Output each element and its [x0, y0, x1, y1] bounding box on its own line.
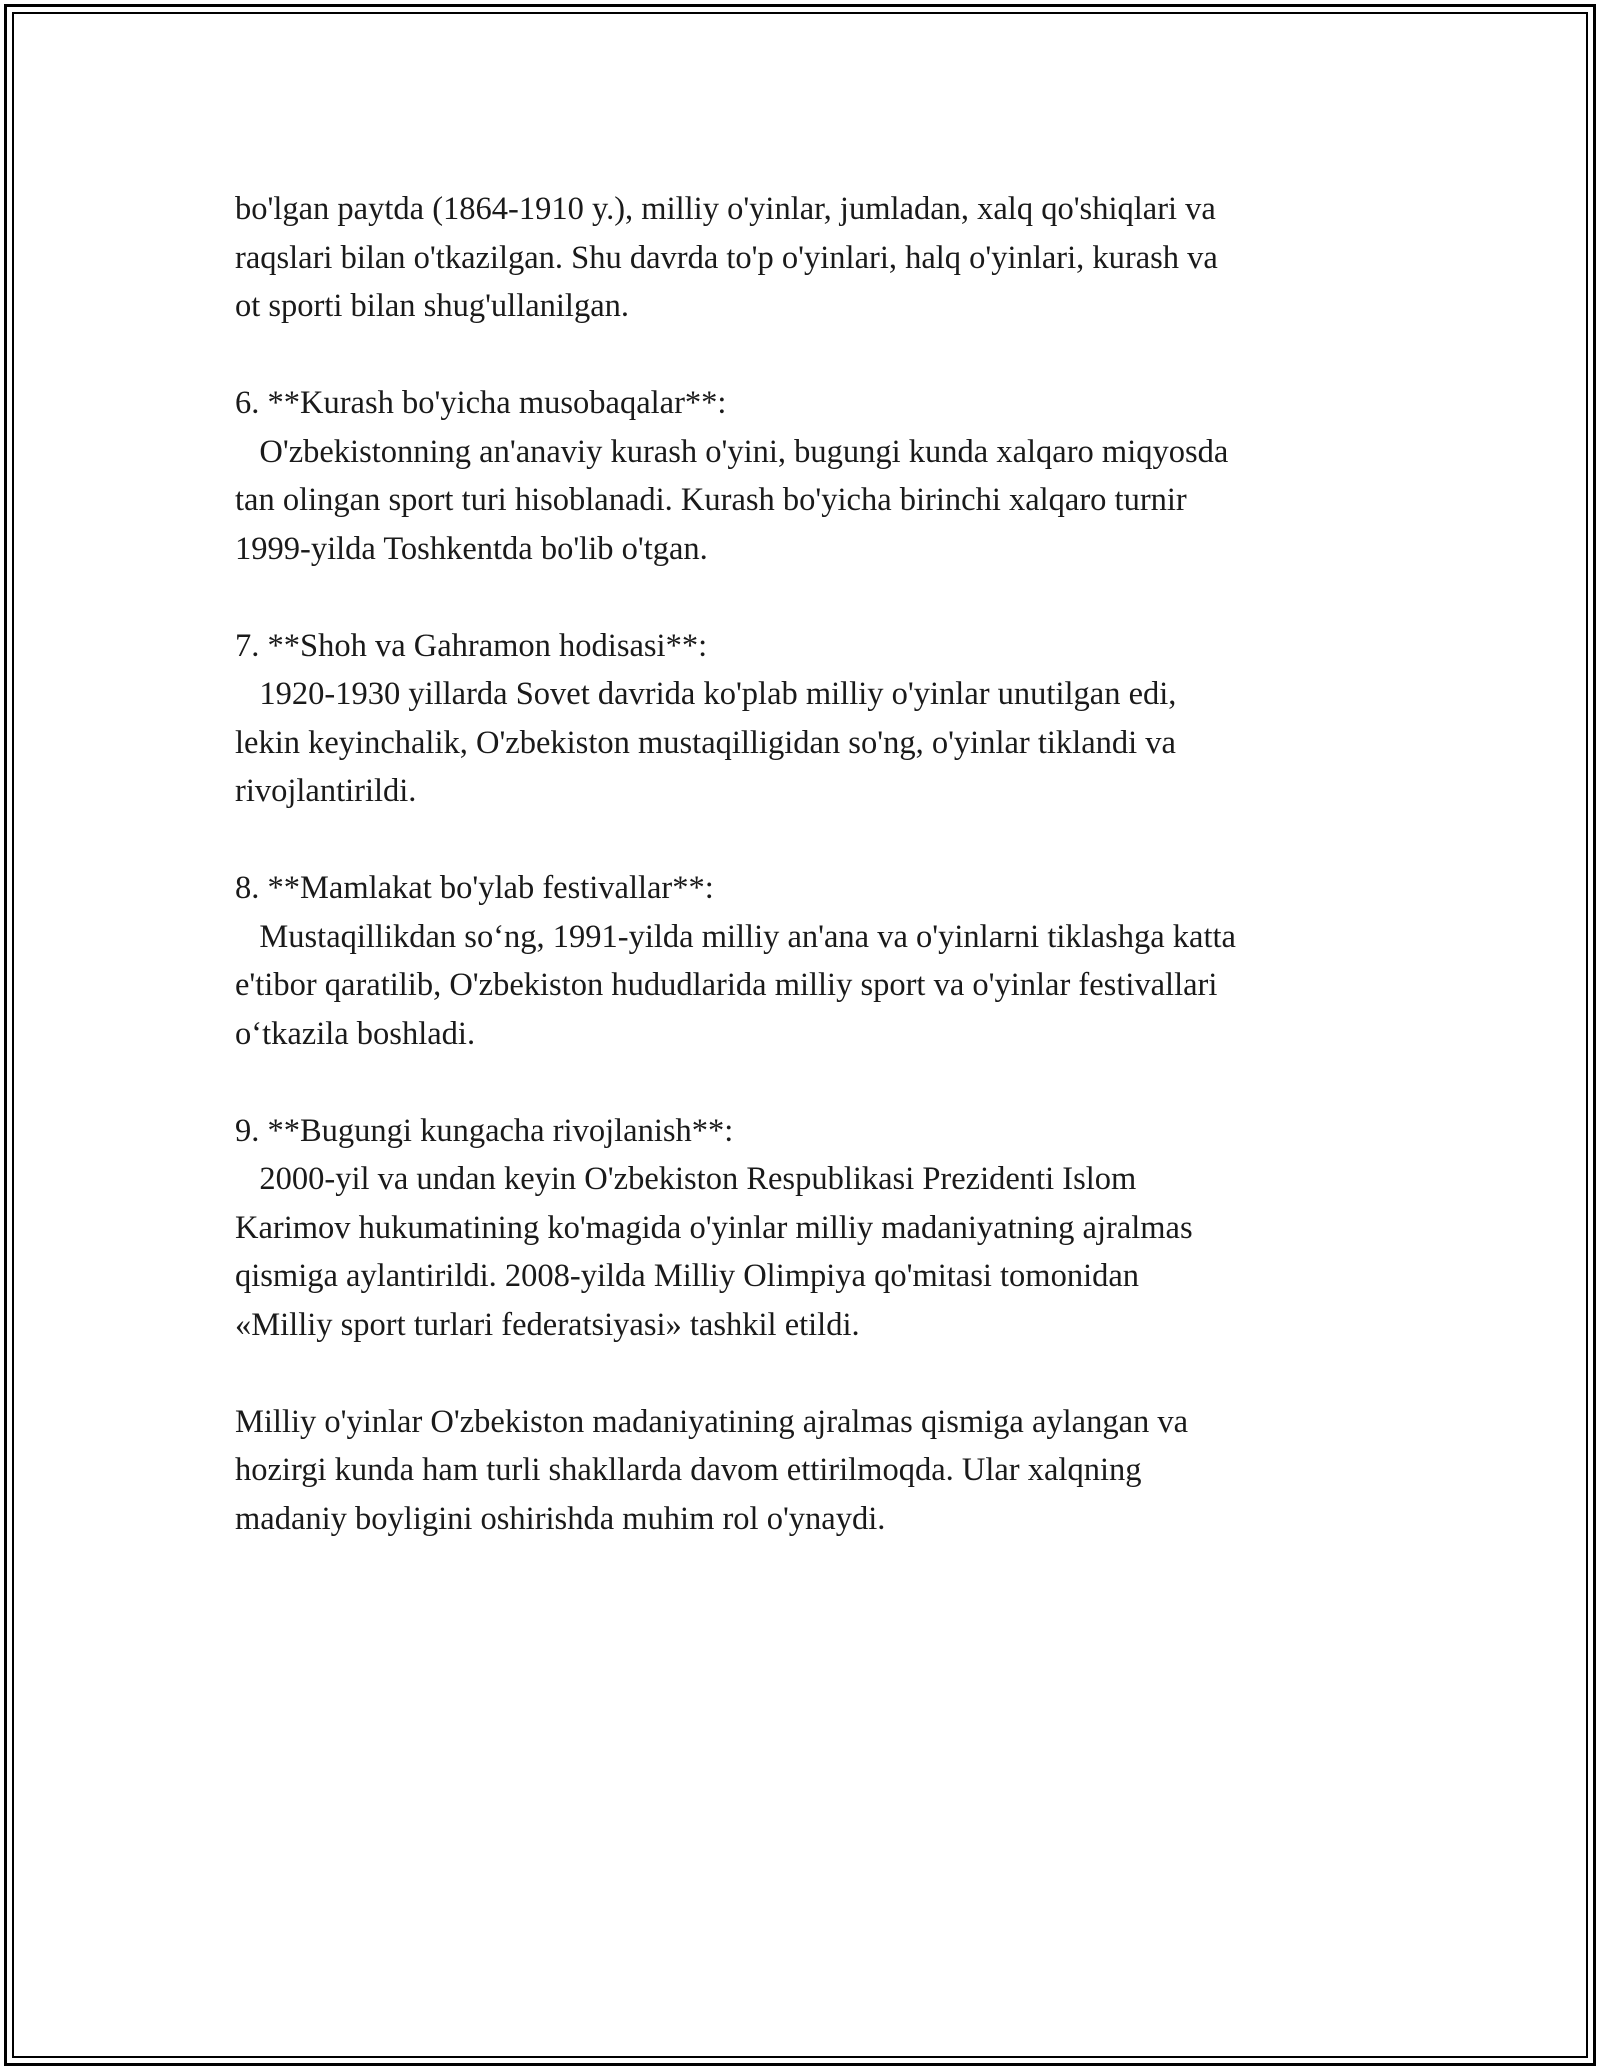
conclusion-paragraph	[235, 1398, 1385, 1544]
text-line: qismiga aylantirildi. 2008-yilda Milliy Olimpiya qo'mitasi tomonidan	[235, 1258, 1140, 1294]
paragraph-gap	[235, 573, 1385, 622]
paragraph-gap	[235, 816, 1385, 865]
paragraph-gap	[235, 331, 1385, 380]
section-6	[235, 379, 1385, 573]
text-line: «Milliy sport turlari federatsiyasi» tashkil etildi.	[235, 1306, 860, 1343]
text-line: 1920-1930 yillarda Sovet davrida ko'plab milliy o'yinlar unutilgan edi,	[235, 676, 1177, 712]
text-line: o‘tkazila boshladi.	[235, 1015, 476, 1052]
text-line: tan olingan sport turi hisoblanadi. Kurash bo'yicha birinchi xalqaro turnir	[235, 482, 1187, 518]
text-line: e'tibor qaratilib, O'zbekiston hududlarida milliy sport va o'yinlar festivallari	[235, 967, 1218, 1003]
intro-paragraph	[235, 185, 1385, 331]
text-line: O'zbekistonning an'anaviy kurash o'yini, bugungi kunda xalqaro miqyosda	[235, 433, 1229, 470]
section-7	[235, 622, 1385, 816]
paragraph-gap	[235, 1058, 1385, 1107]
text-line: ot sporti bilan shug'ullanilgan.	[235, 288, 630, 324]
text-line: 1999-yilda Toshkentda bo'lib o'tgan.	[235, 530, 708, 567]
paragraph-gap	[235, 1349, 1385, 1398]
text-line: raqslari bilan o'tkazilgan. Shu davrda to'p o'yinlari, halq o'yinlari, kurash va	[235, 239, 1218, 276]
section-heading: 8. **Mamlakat bo'ylab festivallar**:	[235, 870, 714, 906]
section-8	[235, 864, 1385, 1058]
text-line: rivojlantirildi.	[235, 773, 417, 809]
section-heading: 9. **Bugungi kungacha rivojlanish**:	[235, 1112, 734, 1149]
text-line: madaniy boyligini oshirishda muhim rol o'ynaydi.	[235, 1500, 886, 1537]
document-body	[235, 185, 1385, 1543]
text-line: 2000-yil va undan keyin O'zbekiston Respublikasi Prezidenti Islom	[235, 1161, 1137, 1197]
text-line: Milliy o'yinlar O'zbekiston madaniyatining ajralmas qismiga aylangan va	[235, 1403, 1189, 1440]
section-heading: 7. **Shoh va Gahramon hodisasi**:	[235, 627, 708, 664]
text-line: Mustaqillikdan so‘ng, 1991-yilda milliy an'ana va o'yinlarni tiklashga katta	[235, 918, 1236, 955]
section-heading: 6. **Kurash bo'yicha musobaqalar**:	[235, 385, 727, 421]
text-line: hozirgi kunda ham turli shakllarda davom ettirilmoqda. Ular xalqning	[235, 1452, 1142, 1488]
text-line: bo'lgan paytda (1864-1910 y.), milliy o'yinlar, jumladan, xalq qo'shiqlari va	[235, 191, 1216, 227]
section-9	[235, 1107, 1385, 1350]
text-line: lekin keyinchalik, O'zbekiston mustaqilligidan so'ng, o'yinlar tiklandi va	[235, 724, 1176, 761]
text-line: Karimov hukumatining ko'magida o'yinlar milliy madaniyatning ajralmas	[235, 1209, 1193, 1246]
